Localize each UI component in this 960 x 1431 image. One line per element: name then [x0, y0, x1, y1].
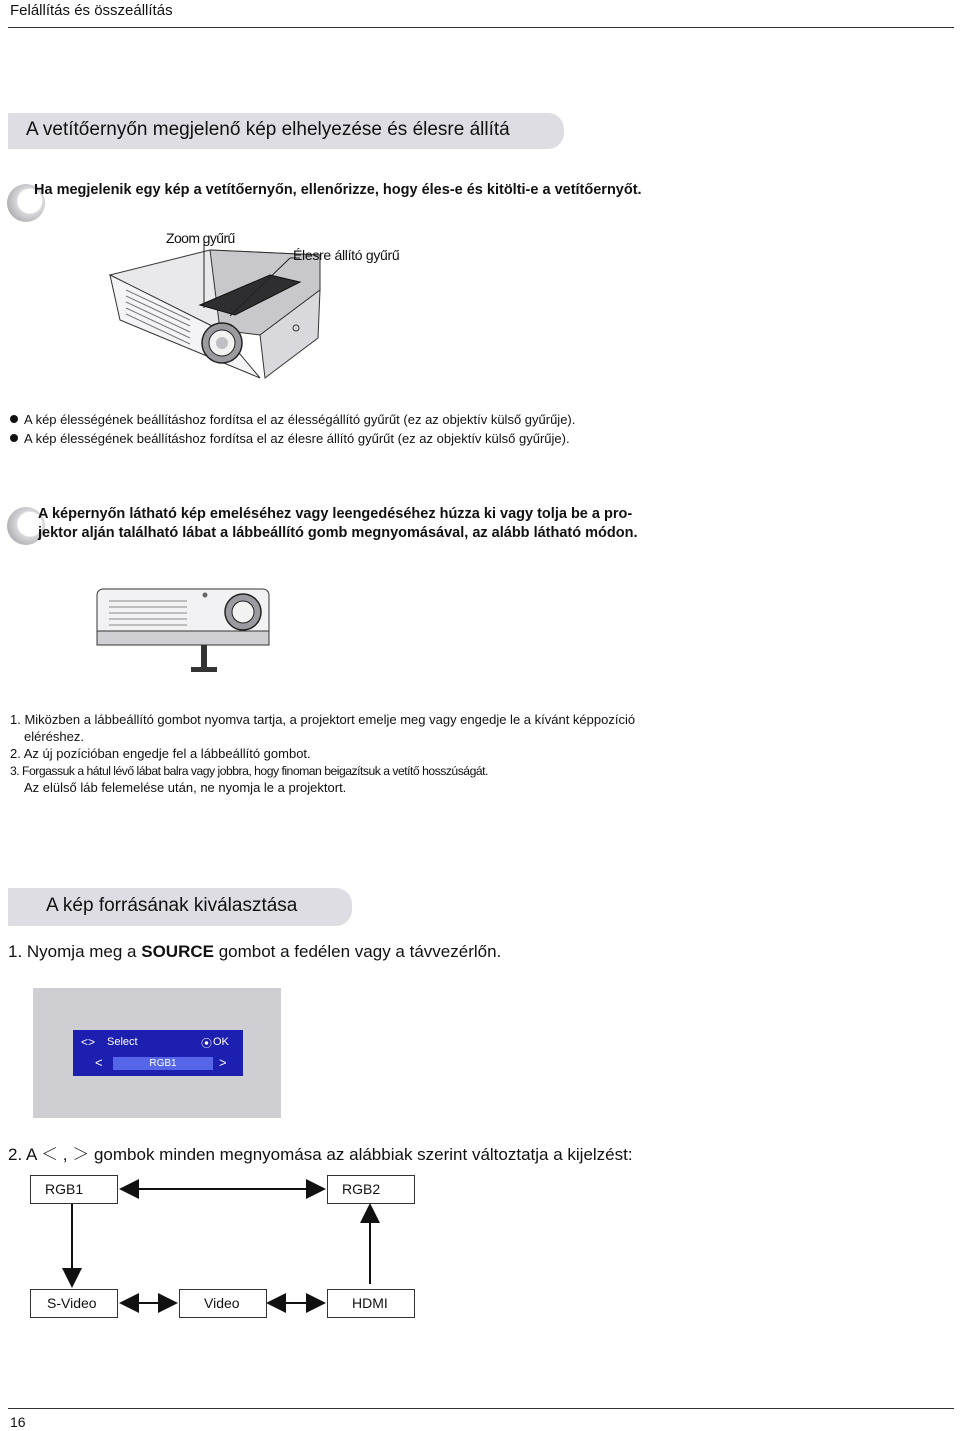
header-rule [8, 27, 954, 28]
source-osd-menu [73, 1030, 243, 1076]
ok-icon: ⦿ [201, 1038, 212, 1050]
osd-ok-label: OK [213, 1036, 229, 1048]
nav-arrows-icon: <> [81, 1035, 96, 1049]
section-header: Felállítás és összeállítás [10, 2, 173, 19]
step-1: 1. Miközben a lábbeállító gombot nyomva tartja, a projektort emelje meg vagy engedje le a kívánt képpozíció [10, 712, 636, 727]
step-1-cont: eléréshez. [24, 729, 84, 744]
source-box-s-video: S-Video [30, 1289, 118, 1318]
source-cycle-diagram [0, 1170, 960, 1330]
osd-header-row [79, 1036, 237, 1050]
note-text: Ha megjelenik egy kép a vetítőernyőn, ellenőrizze, hogy éles-e és kitölti-e a vetítőernyőt. [34, 182, 642, 198]
osd-current-source: RGB1 [113, 1057, 213, 1070]
projector-foot-illustration [95, 585, 275, 675]
section-title-source: A kép forrásának kiválasztása [46, 895, 298, 916]
step-3-cont: Az elülső láb felemelése után, ne nyomja le a projektort. [24, 780, 347, 795]
left-arrow-icon[interactable]: < [95, 1055, 103, 1070]
osd-value-row [79, 1056, 237, 1070]
projector-top-illustration [100, 220, 430, 385]
section-title-focus: A vetítőernyőn megjelenő kép elhelyezése és élesre állítá [26, 119, 510, 140]
note-height-adjust: A képernyőn látható kép emeléséhez vagy leengedéséhez húzza ki vagy tolja be a pro- jektor alján található lábat a lábbeállító gomb megnyomásával, az alább látható módon. [38, 506, 638, 541]
bullet-item: A kép élességének beállításhoz fordítsa el az élességállító gyűrűt (ez az objektív külső gyűrűje). [10, 412, 575, 427]
osd-screen [33, 988, 281, 1118]
label-zoom-ring: Zoom gyűrű [166, 230, 235, 246]
footer-rule [8, 1408, 954, 1409]
bullet-item: A kép élességének beállításhoz fordítsa el az élesre állító gyűrűt (ez az objektív külső gyűrűje). [10, 431, 570, 446]
source-box-hdmi: HDMI [327, 1289, 415, 1318]
bullet-dot-icon [10, 415, 18, 423]
step-3: 3. Forgassuk a hátul lévő lábat balra vagy jobbra, hogy finoman beigazítsuk a vetítő hosszúságát. [10, 764, 488, 778]
section-banner-source [8, 888, 352, 926]
source-box-rgb1: RGB1 [30, 1175, 118, 1204]
source-step-2: 2. A ＜ , ＞ gombok minden megnyomása az alábbiak szerint változtatja a kijelzést: [8, 1145, 633, 1164]
source-box-rgb2: RGB2 [327, 1175, 415, 1204]
source-step-1: 1. Nyomja meg a SOURCE gombot a fedélen vagy a távvezérlőn. [8, 942, 502, 961]
osd-select-label: Select [107, 1036, 138, 1048]
source-key: SOURCE [141, 942, 214, 961]
label-focus-ring: Élesre állító gyűrű [293, 247, 400, 263]
source-box-video: Video [179, 1289, 267, 1318]
page-number: 16 [10, 1414, 26, 1430]
section-banner-focus [8, 113, 564, 149]
right-arrow-icon[interactable]: > [219, 1055, 227, 1070]
bullet-dot-icon [10, 434, 18, 442]
step-2: 2. Az új pozícióban engedje fel a lábbeállító gombot. [10, 746, 311, 761]
